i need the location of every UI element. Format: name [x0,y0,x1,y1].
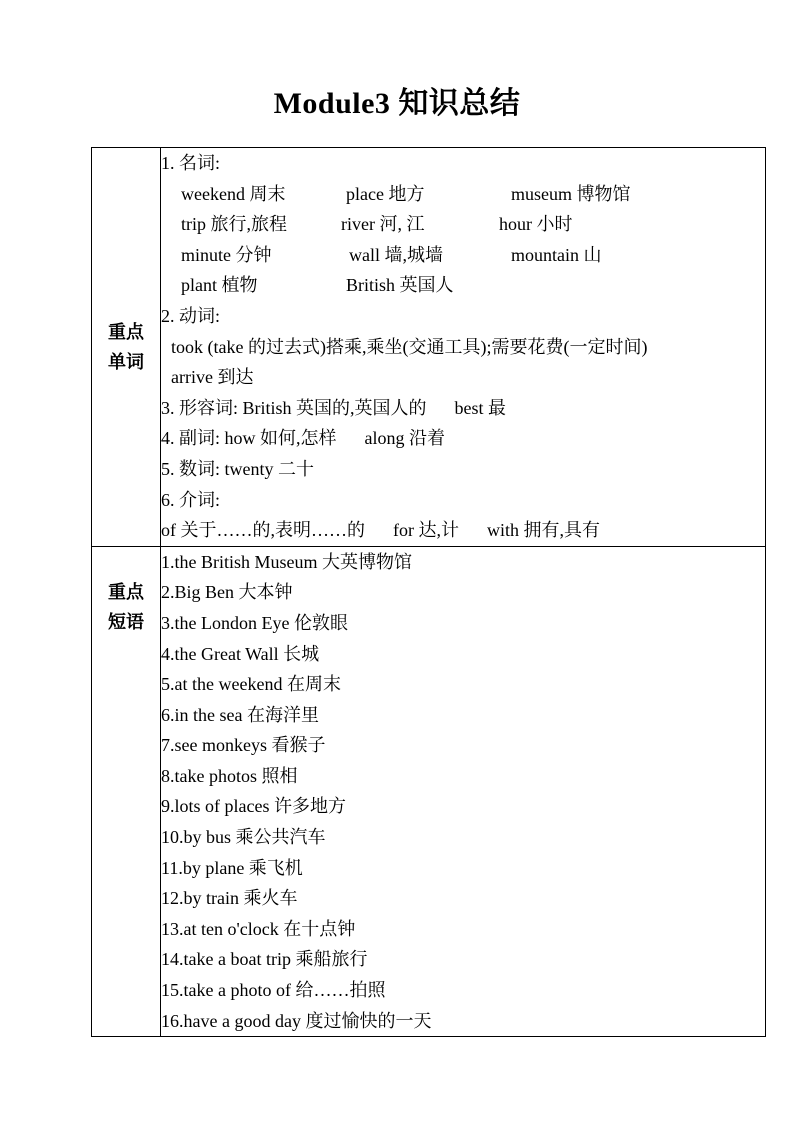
noun-row [161,209,765,240]
noun-item: weekend 周末 [181,183,286,204]
phrase-item: 12.by train 乘火车 [161,888,298,909]
phrase-item: 10.by bus 乘公共汽车 [161,827,326,848]
phrase-item: 13.at ten o'clock 在十点钟 [161,918,356,939]
noun-item: river 河, 江 [341,214,425,235]
numerals-line: 5. 数词: twenty 二十 [161,458,314,479]
verb-item: took (take 的过去式)搭乘,乘坐(交通工具);需要花费(一定时间) [171,336,648,357]
adjective-item: best 最 [454,397,507,418]
adverb-item: 4. 副词: how 如何,怎样 [161,428,337,449]
noun-item: plant 植物 [181,275,258,296]
phrase-item: 11.by plane 乘飞机 [161,857,303,878]
preposition-item: with 拥有,具有 [487,520,601,541]
vocab-content-cell [161,148,766,547]
phrases-row [92,546,766,1037]
nouns-heading: 1. 名词: [161,153,221,173]
vocab-label-cell [92,148,161,547]
prepositions-line [161,515,765,546]
noun-item: wall 墙,城墙 [349,244,443,265]
summary-table [91,147,766,1037]
phrase-item: 2.Big Ben 大本钟 [161,582,293,603]
phrases-content-cell [161,546,766,1037]
phrases-label-cell [92,546,161,1037]
phrase-item: 16.have a good day 度过愉快的一天 [161,1010,432,1031]
noun-item: place 地方 [346,183,425,204]
phrase-item: 5.at the weekend 在周末 [161,674,341,695]
phrase-item: 15.take a photo of 给……拍照 [161,980,386,1001]
verb-item: arrive 到达 [171,367,254,388]
vocab-row [92,148,766,547]
verbs-heading: 2. 动词: [161,305,221,326]
prepositions-heading: 6. 介词: [161,489,221,510]
phrase-item: 6.in the sea 在海洋里 [161,704,319,725]
vocab-label-line1: 重点 [108,321,144,342]
phrase-item: 3.the London Eye 伦敦眼 [161,612,348,633]
phrases-label-line1: 重点 [108,581,144,602]
noun-row [161,270,765,301]
phrase-item: 8.take photos 照相 [161,765,298,786]
preposition-item: of 关于……的,表明……的 [161,520,365,541]
noun-item: trip 旅行,旅程 [181,214,287,235]
phrase-item: 1.the British Museum 大英博物馆 [161,551,412,572]
noun-row [161,240,765,271]
noun-item: minute 分钟 [181,244,272,265]
phrase-item: 14.take a boat trip 乘船旅行 [161,949,368,970]
adjective-item: 3. 形容词: British 英国的,英国人的 [161,397,427,418]
vocab-label-line2: 单词 [108,351,144,372]
noun-item: hour 小时 [499,214,573,235]
preposition-item: for 达,计 [393,520,459,541]
noun-item: British 英国人 [346,275,454,296]
phrase-item: 7.see monkeys 看猴子 [161,735,326,756]
noun-item: mountain 山 [511,244,602,265]
page-title: Module3 知识总结 [273,87,521,120]
phrase-item: 9.lots of places 许多地方 [161,796,346,817]
noun-row [161,179,765,210]
adverb-item: along 沿着 [364,428,445,449]
noun-item: museum 博物馆 [511,183,631,204]
adverbs-line [161,423,765,454]
adjectives-line [161,393,765,424]
phrase-item: 4.the Great Wall 长城 [161,643,320,664]
phrases-label-line2: 短语 [108,611,144,632]
